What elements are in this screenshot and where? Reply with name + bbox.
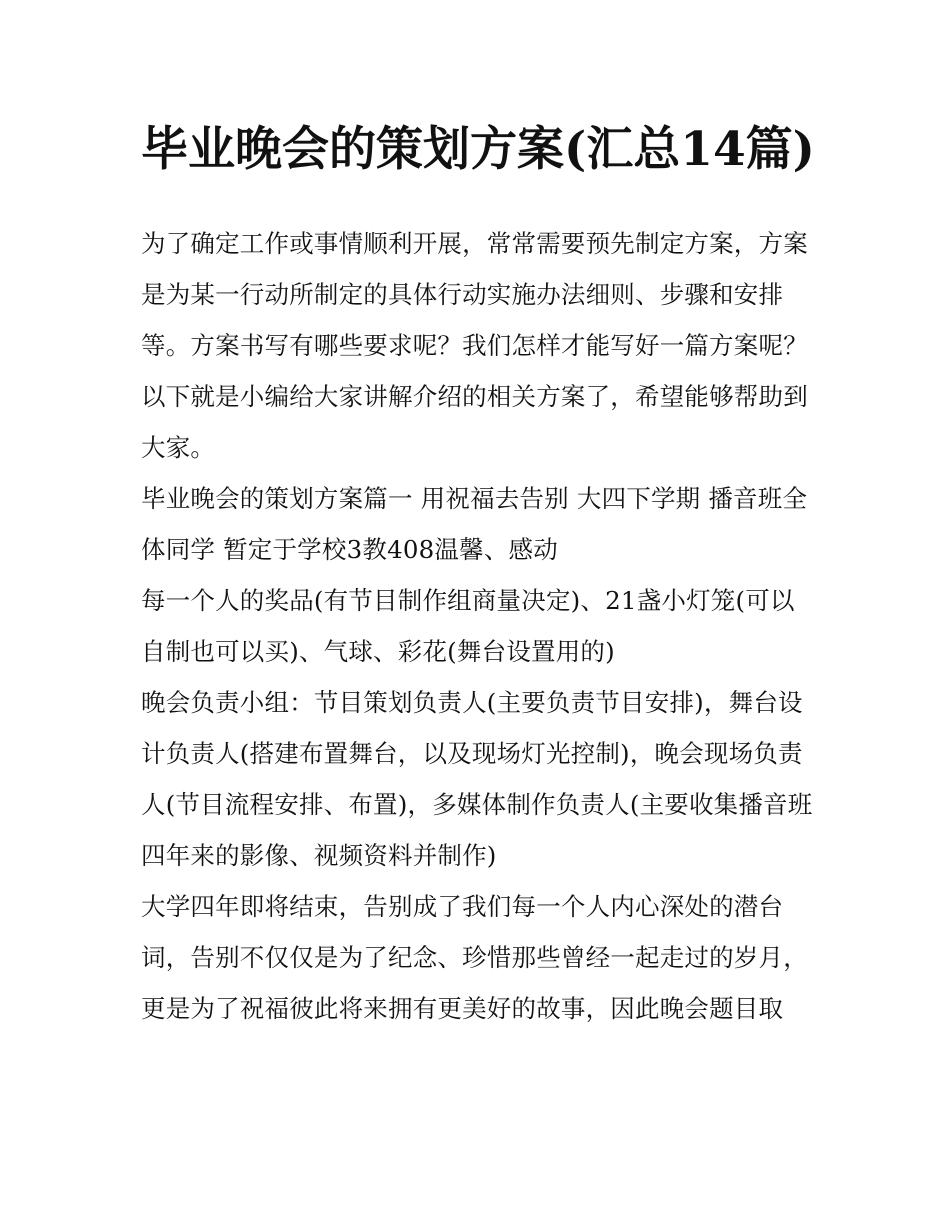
paragraph-organizers: 晚会负责小组：节目策划负责人(主要负责节目安排)，舞台设计负责人(搭建布置舞台，以及现场灯光控制)，晚会现场负责人(节目流程安排、布置)，多媒体制作负责人(主要收集播音班四年来的影像、视频资料并制作) bbox=[141, 688, 813, 870]
paragraph-intro: 为了确定工作或事情顺利开展，常常需要预先制定方案，方案是为某一行动所制定的具体行动实施办法细则、步骤和安排等。方案书写有哪些要求呢？我们怎样才能写好一篇方案呢？以下就是小编给大家讲解介绍的相关方案了，希望能够帮助到大家。 bbox=[141, 229, 808, 462]
document-body bbox=[141, 218, 817, 1034]
paragraph-materials: 每一个人的奖品(有节目制作组商量决定)、21盏小灯笼(可以自制也可以买)、气球、彩花(舞台设置用的) bbox=[141, 586, 795, 666]
paragraph-theme: 大学四年即将结束，告别成了我们每一个人内心深处的潜台词，告别不仅仅是为了纪念、珍惜那些曾经一起走过的岁月，更是为了祝福彼此将来拥有更美好的故事，因此晚会题目取 bbox=[141, 892, 808, 1023]
document-title: 毕业晚会的策划方案(汇总14篇) bbox=[141, 122, 815, 177]
document-page bbox=[141, 110, 817, 1034]
paragraph-section-one: 毕业晚会的策划方案篇一 用祝福去告别 大四下学期 播音班全体同学 暂定于学校3教408温馨、感动 bbox=[141, 484, 808, 564]
